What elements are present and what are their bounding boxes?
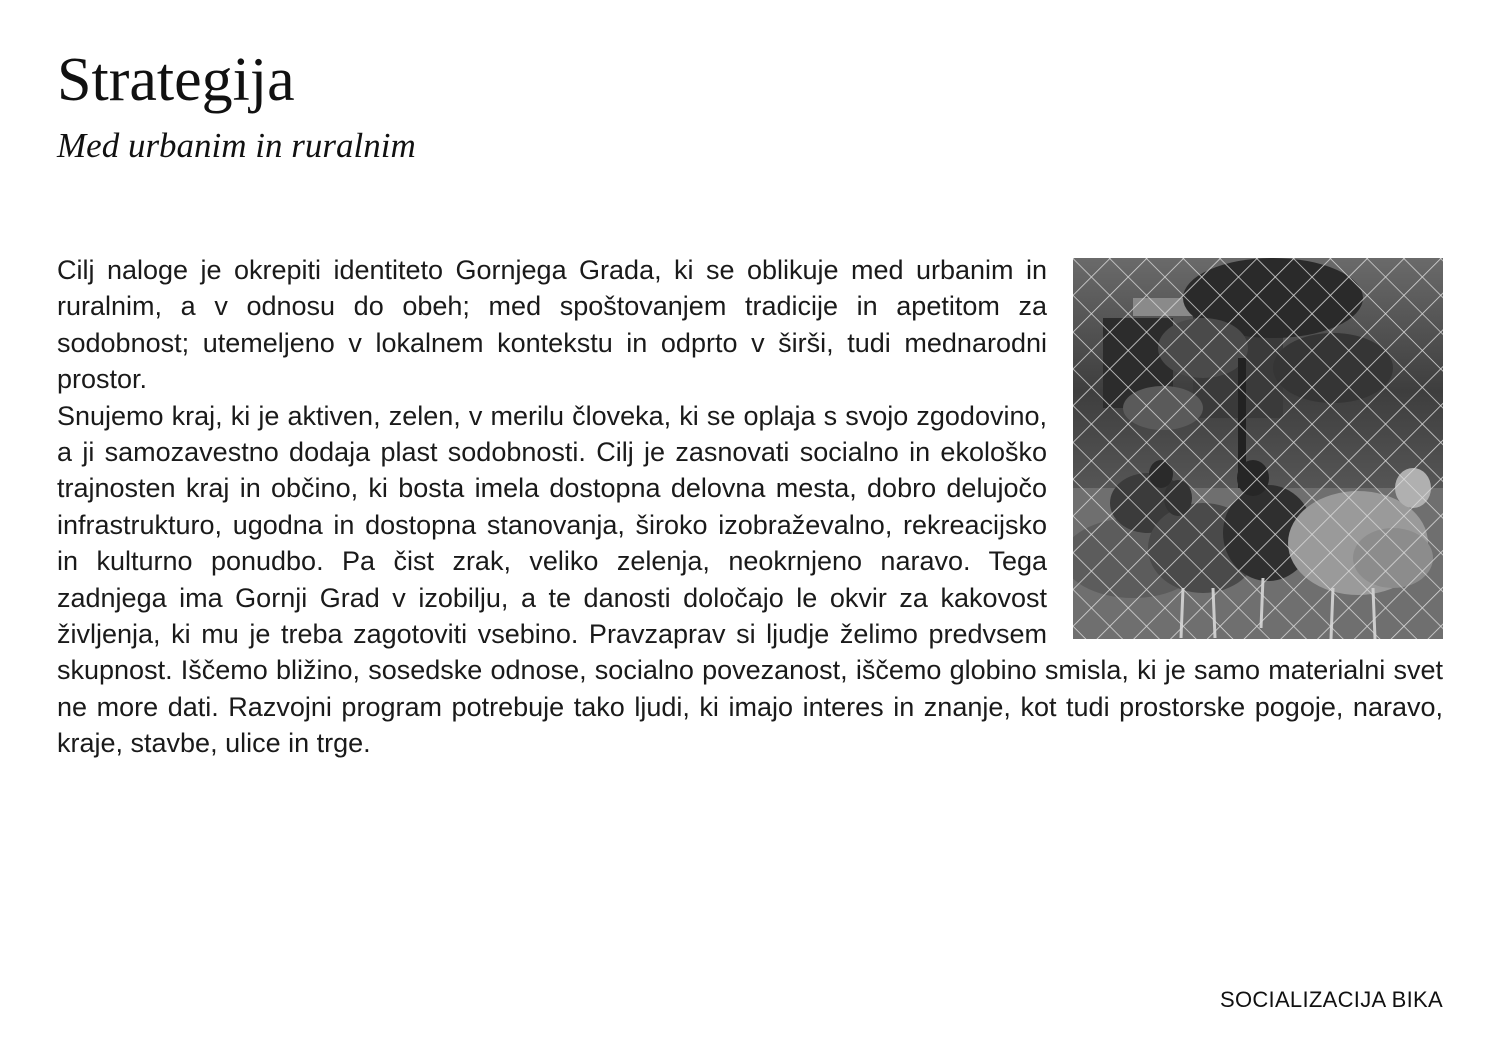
body-text	[57, 252, 1443, 762]
page-subtitle: Med urbanim in ruralnim	[57, 126, 416, 165]
chickens-photo	[1073, 258, 1443, 639]
page-title: Strategija	[57, 46, 295, 114]
paragraph-main: Snujemo kraj, ki je aktiven, zelen, v merilu človeka, ki se oplaja s svojo zgodovino, a ji samozavestno dodaja plast sodobnosti. Cilj je zasnovati socialno in ekološko trajnosten kraj in občino, ki bosta imela dostopna delovna mesta, dobro delujočo infrastrukturo, ugodna in dostopna stanovanja, široko izobraževalno, rekreacijsko in kulturno ponudbo. Pa čist zrak, veliko zelenja, neokrnjeno naravo. Tega zadnjega ima Gornji Grad v izobilju, a te danosti določajo le okvir za kakovost življenja, ki mu je treba zagotoviti vsebino. Pravzaprav si ljudje želimo predvsem skupnost. Iščemo bližino, sosedske odnose, socialno povezanost, iščemo globino smisla, ki je samo materialni svet ne more dati. Razvojni program potrebuje tako ljudi, ki imajo interes in znanje, kot tudi prostorske pogoje, naravo, kraje, stavbe, ulice in trge.	[57, 400, 1443, 759]
footer-label: SOCIALIZACIJA BIKA	[1219, 987, 1443, 1012]
paragraph-intro: Cilj naloge je okrepiti identiteto Gornjega Grada, ki se oblikuje med urbanim in ruralnim, a v odnosu do obeh; med spoštovanjem tradicije in apetitom za sodobnost; utemeljeno v lokalnem kontekstu in odprto v širši, tudi mednarodni prostor.	[57, 255, 1047, 395]
